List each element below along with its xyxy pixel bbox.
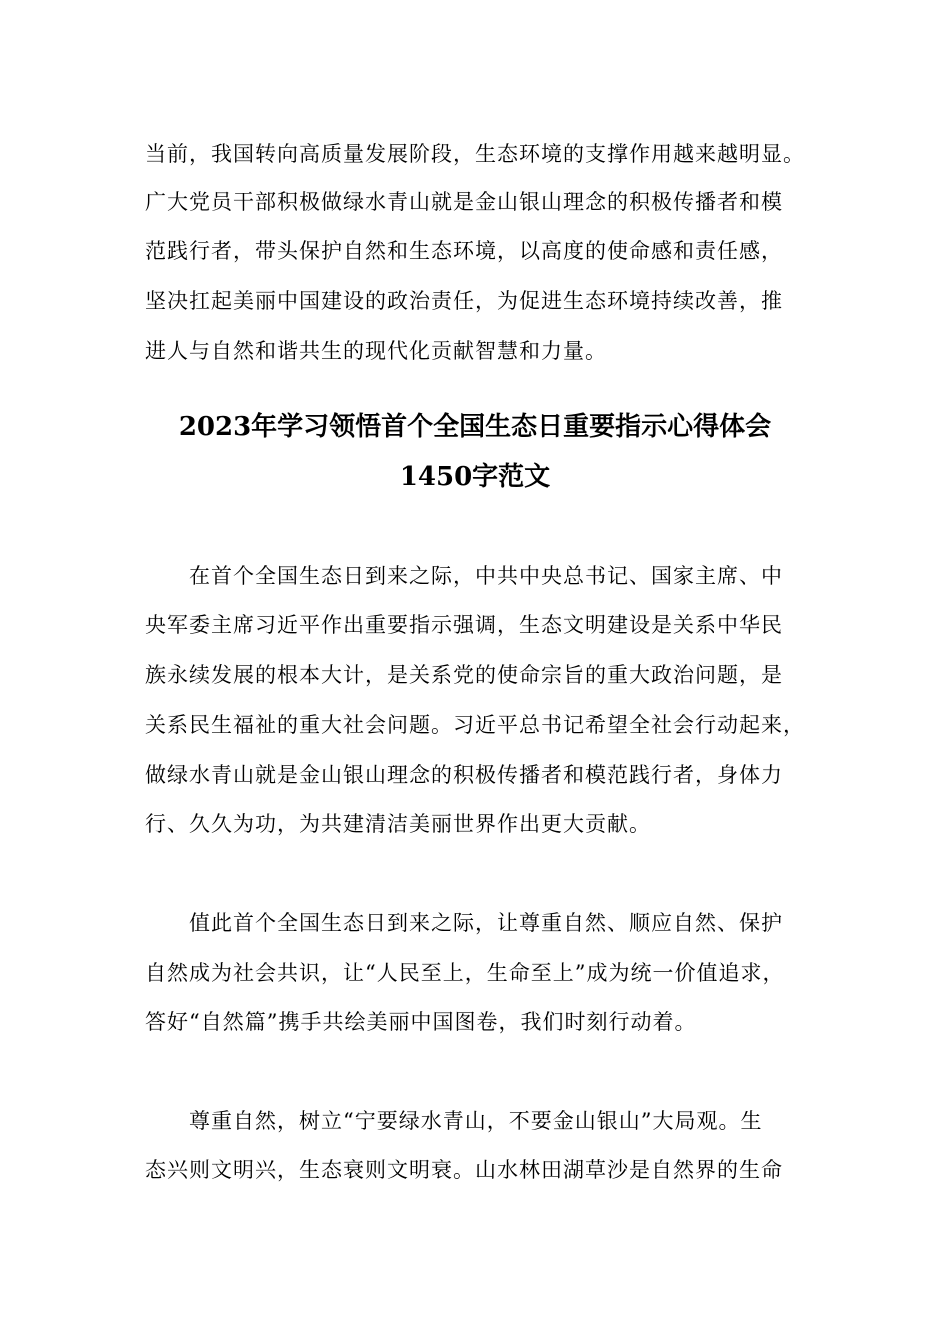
text-line: 尊重自然，树立“宁要绿水青山，不要金山银山”大局观。生	[145, 1109, 763, 1133]
text-line: 做绿水青山就是金山银山理念的积极传播者和模范践行者，身体力	[145, 763, 783, 787]
text-line: 关系民生福祉的重大社会问题。习近平总书记希望全社会行动起来，	[145, 713, 805, 737]
text-line: 坚决扛起美丽中国建设的政治责任，为促进生态环境持续改善，推	[145, 289, 783, 313]
text-line: 广大党员干部积极做绿水青山就是金山银山理念的积极传播者和模	[145, 190, 783, 214]
text-line: 央军委主席习近平作出重要指示强调，生态文明建设是关系中华民	[145, 613, 783, 637]
text-line: 值此首个全国生态日到来之际，让尊重自然、顺应自然、保护	[145, 911, 783, 935]
text-line: 答好“自然篇”携手共绘美丽中国图卷，我们时刻行动着。	[145, 1010, 697, 1034]
text-line: 自然成为社会共识，让“人民至上，生命至上”成为统一价值追求，	[145, 961, 785, 985]
text-line: 族永续发展的根本大计，是关系党的使命宗旨的重大政治问题，是	[145, 663, 783, 687]
title-line-1: 2023年学习领悟首个全国生态日重要指示心得体会	[178, 412, 772, 442]
text-line: 态兴则文明兴，生态衰则文明衰。山水林田湖草沙是自然界的生命	[145, 1158, 783, 1182]
text-line: 范践行者，带头保护自然和生态环境，以高度的使命感和责任感，	[145, 239, 783, 263]
text-line: 行、久久为功，为共建清洁美丽世界作出更大贡献。	[145, 812, 651, 836]
text-line: 在首个全国生态日到来之际，中共中央总书记、国家主席、中	[145, 564, 783, 588]
title-line-2: 1450字范文	[399, 462, 551, 492]
text-line: 进人与自然和谐共生的现代化贡献智慧和力量。	[145, 339, 607, 363]
text-line: 当前，我国转向高质量发展阶段，生态环境的支撑作用越来越明显。	[145, 142, 805, 166]
